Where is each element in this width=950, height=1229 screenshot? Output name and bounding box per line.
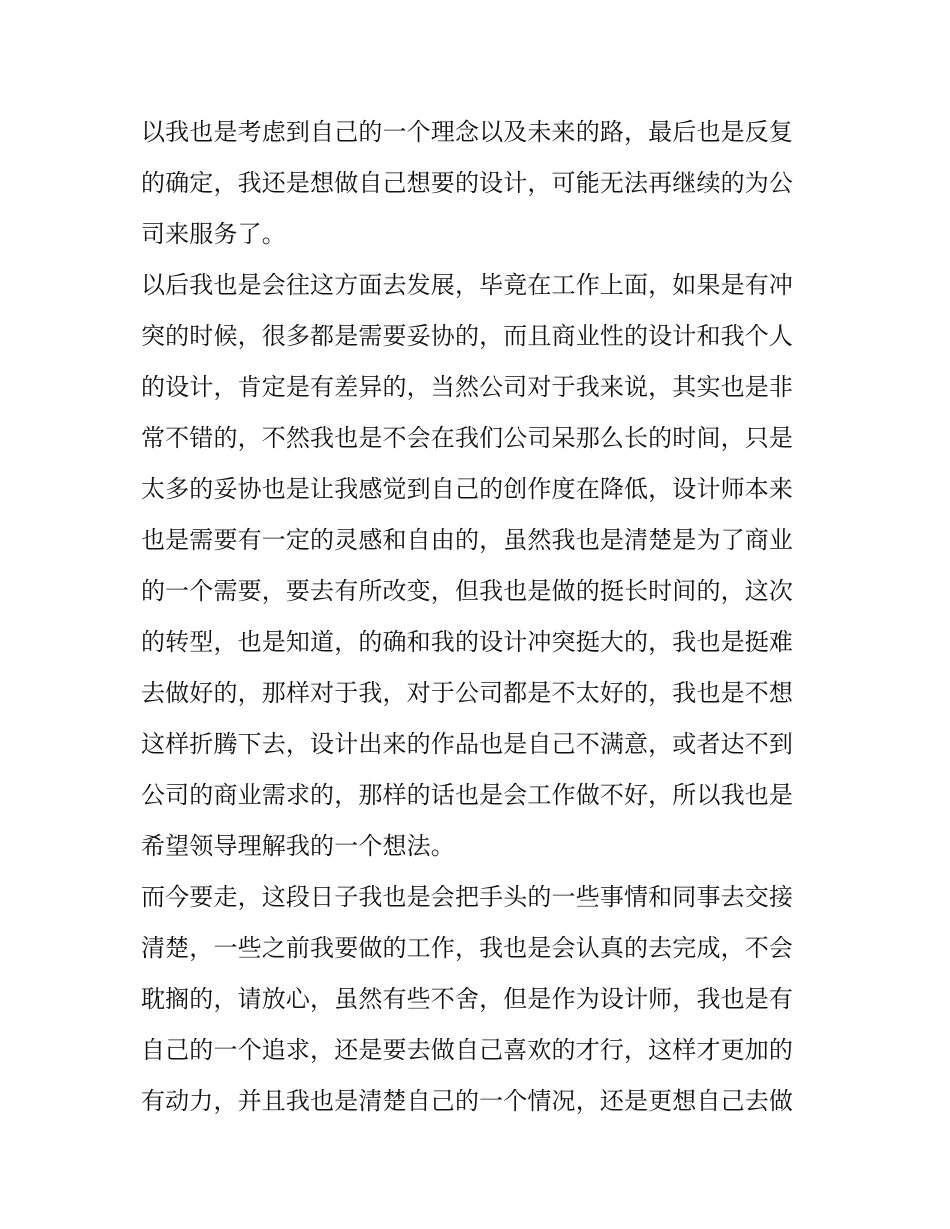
text-line: 希望领导理解我的一个想法。 [141,832,455,860]
body-text [141,107,813,1127]
text-line: 也是需要有一定的灵感和自由的，虽然我也是清楚是为了商业 [141,526,794,554]
text-line: 的一个需要，要去有所改变，但我也是做的挺长时间的，这次 [141,577,794,605]
text-line: 而今要走，这段日子我也是会把手头的一些事情和同事去交接 [141,883,794,911]
text-line: 有动力，并且我也是清楚自己的一个情况，还是更想自己去做 [141,1087,794,1115]
text-line: 公司的商业需求的，那样的话也是会工作做不好，所以我也是 [141,781,794,809]
text-line: 的转型，也是知道，的确和我的设计冲突挺大的，我也是挺难 [141,628,794,656]
text-line: 的设计，肯定是有差异的，当然公司对于我来说，其实也是非 [141,373,794,401]
text-line: 的确定，我还是想做自己想要的设计，可能无法再继续的为公 [141,169,794,197]
text-line: 常不错的，不然我也是不会在我们公司呆那么长的时间，只是 [141,424,794,452]
text-line: 突的时候，很多都是需要妥协的，而且商业性的设计和我个人 [141,322,794,350]
text-line: 以我也是考虑到自己的一个理念以及未来的路，最后也是反复 [141,118,794,146]
text-line: 耽搁的，请放心，虽然有些不舍，但是作为设计师，我也是有 [141,985,794,1013]
text-line: 自己的一个追求，还是要去做自己喜欢的才行，这样才更加的 [141,1036,794,1064]
text-line: 以后我也是会往这方面去发展，毕竟在工作上面，如果是有冲 [141,271,794,299]
text-line: 去做好的，那样对于我，对于公司都是不太好的，我也是不想 [141,679,794,707]
text-line: 这样折腾下去，设计出来的作品也是自己不满意，或者达不到 [141,730,794,758]
text-line: 太多的妥协也是让我感觉到自己的创作度在降低，设计师本来 [141,475,794,503]
text-line: 司来服务了。 [141,220,286,248]
text-line: 清楚，一些之前我要做的工作，我也是会认真的去完成，不会 [141,934,794,962]
